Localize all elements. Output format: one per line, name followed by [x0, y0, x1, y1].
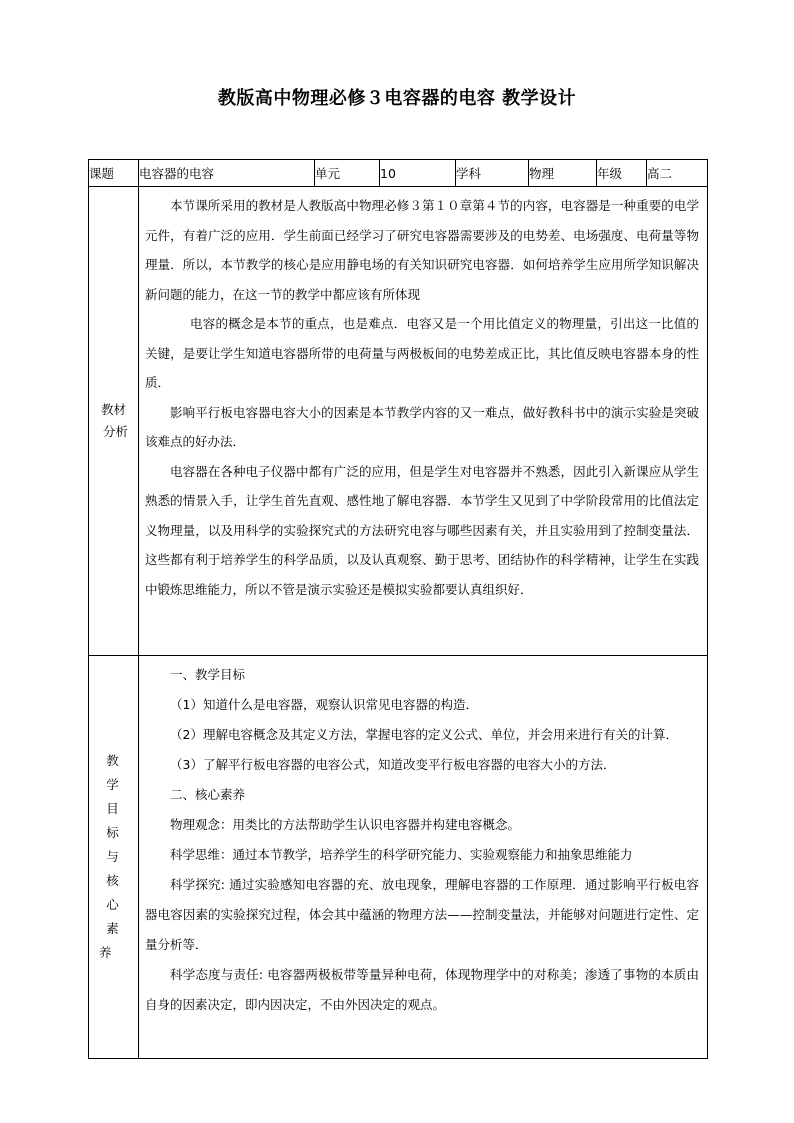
goals-item: 科学思维：通过本节教学，培养学生的科学研究能力、实验观察能力和抽象思维能力	[170, 847, 633, 862]
analysis-label-line-2: 分析	[102, 424, 128, 439]
header-key-subject: 学科	[456, 160, 529, 187]
analysis-label-line-1: 教材	[100, 402, 126, 417]
goals-item: 物理观念：用类比的方法帮助学生认识电容器并构建电容概念。	[170, 817, 521, 832]
analysis-paragraph: 影响平行板电容器电容大小的因素是本节教学内容的又一难点，做好教科书中的演示实验是突破该难点的好办法．	[145, 404, 699, 449]
goals-item: 科学探究: 通过实验感知电容器的充、放电现象，理解电容器的工作原理．通过影响平行板电容器电容因素的实验探究过程，体会其中蕴涵的物理方法——控制变量法，并能够对问题进行定性、定量分析等．	[145, 877, 699, 952]
goals-content	[139, 656, 708, 1059]
header-value-subject: 物理	[529, 160, 597, 187]
header-value-topic: 电容器的电容	[139, 160, 315, 187]
goals-item: （2）理解电容概念及其定义方法，掌握电容的定义公式、单位，并会用来进行有关的计算．	[170, 727, 678, 742]
goals-item: （3）了解平行板电容器的电容公式，知道改变平行板电容器的电容大小的方法．	[170, 757, 616, 772]
analysis-label	[89, 187, 139, 656]
document-title: 教版高中物理必修３电容器的电容 教学设计	[217, 88, 577, 109]
goals-heading-literacy: 二、核心素养	[170, 787, 246, 802]
header-value-grade: 高二	[647, 160, 708, 187]
goals-label-line: 心素	[106, 897, 129, 936]
goals-label-line: 养	[99, 945, 122, 960]
lesson-plan-table	[88, 159, 708, 1059]
header-row	[89, 160, 708, 187]
goals-item: （1）知道什么是电容器，观察认识常见电容器的构造．	[170, 697, 478, 712]
analysis-paragraph: 电容的概念是本节的重点，也是难点．电容又是一个用比值定义的物理量，引出这一比值的关键，是要让学生知道电容器所带的电荷量与两极板间的电势差成正比，其比值反映电容器本身的性质．	[145, 316, 699, 390]
analysis-paragraph: 本节课所采用的教材是人教版高中物理必修３第１０章第４节的内容，电容器是一种重要的电学元件，有着广泛的应用．学生前面已经学习了研究电容器需要涉及的电势差、电场强度、电荷量等物理量．所以，本节教学的核心是应用静电场的有关知识研究电容器．如何培养学生应用所学知识解决新问题的能力，在这一节的教学中都应该有所体现	[145, 198, 699, 302]
goals-label-line: 与核	[106, 849, 129, 888]
goals-row	[89, 656, 708, 1059]
analysis-paragraph: 电容器在各种电子仪器中都有广泛的应用，但是学生对电容器并不熟悉，因此引入新课应从学生熟悉的情景入手，让学生首先直观、感性地了解电容器．本节学生又见到了中学阶段常用的比值法定义物理量，以及用科学的实验探究式的方法研究电容与哪些因素有关，并且实验用到了控制变量法．这些都有利于培养学生的科学品质，以及认真观察、勤于思考、团结协作的科学精神，让学生在实践中锻炼思维能力，所以不管是演示实验还是模拟实验都要认真组织好．	[145, 463, 699, 597]
goals-label	[89, 656, 139, 1059]
goals-item: 科学态度与责任: 电容器两极板带等量异种电荷，体现物理学中的对称美；渗透了事物的本质由自身的因素决定，即内因决定，不由外因决定的观点。	[145, 967, 699, 1012]
analysis-content	[139, 187, 708, 656]
header-key-topic: 课题	[89, 160, 139, 187]
goals-label-line: 目标	[106, 801, 129, 840]
header-key-grade: 年级	[597, 160, 647, 187]
goals-label-line: 教学	[106, 753, 129, 792]
header-value-unit: 10	[380, 160, 456, 187]
analysis-row	[89, 187, 708, 656]
header-key-unit: 单元	[315, 160, 380, 187]
goals-heading-objectives: 一、教学目标	[170, 667, 246, 682]
